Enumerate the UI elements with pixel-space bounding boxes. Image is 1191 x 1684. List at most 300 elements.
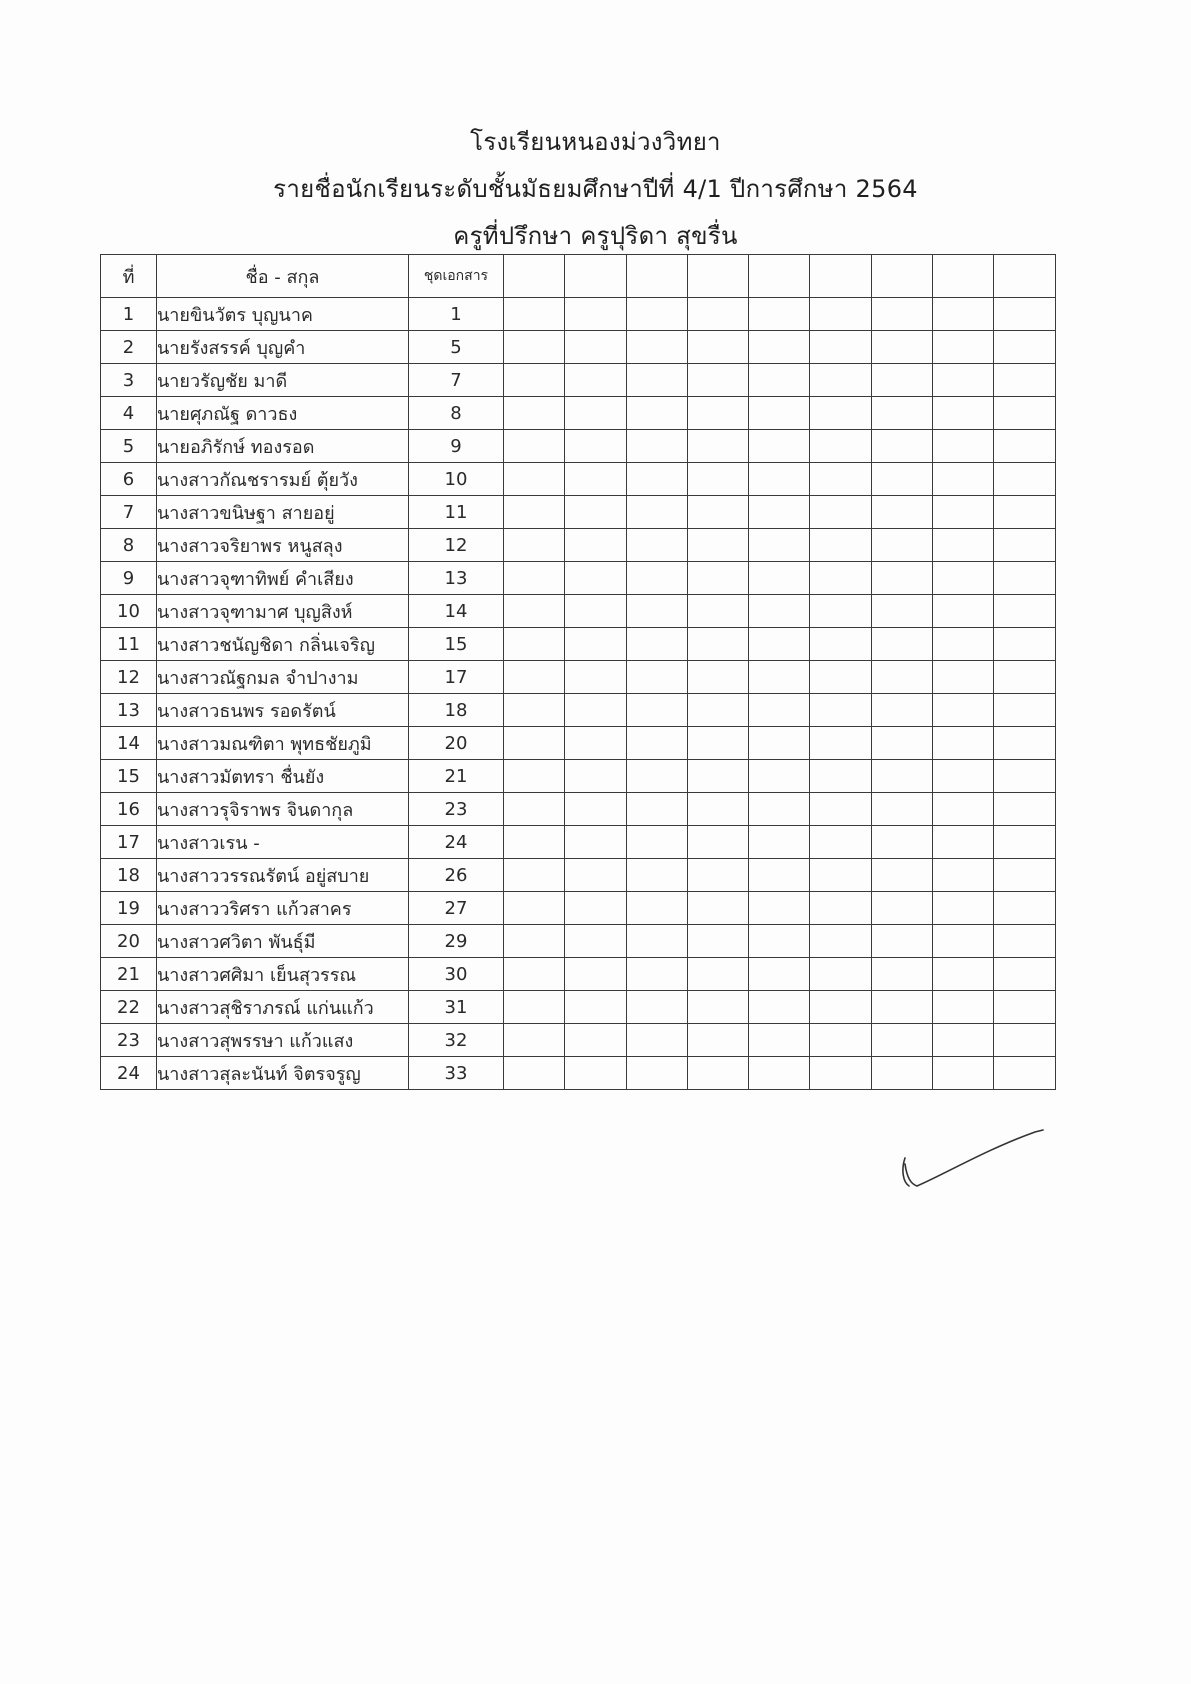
blank-cell [871, 1024, 932, 1057]
blank-column-header [626, 255, 687, 298]
blank-cell [871, 595, 932, 628]
document-set-number: 32 [409, 1024, 504, 1057]
blank-cell [565, 463, 626, 496]
blank-cell [933, 793, 994, 826]
blank-cell [565, 331, 626, 364]
blank-cell [749, 430, 810, 463]
blank-cell [626, 430, 687, 463]
student-name: นางสาวรุจิราพร จินดากุล [157, 793, 409, 826]
blank-cell [687, 958, 748, 991]
blank-cell [565, 562, 626, 595]
blank-cell [626, 925, 687, 958]
blank-cell [565, 892, 626, 925]
blank-cell [687, 1024, 748, 1057]
blank-cell [565, 529, 626, 562]
student-name: นางสาวสุชิราภรณ์ แก่นแก้ว [157, 991, 409, 1024]
table-row [101, 1057, 1056, 1090]
document-set-number: 12 [409, 529, 504, 562]
blank-cell [810, 727, 871, 760]
blank-cell [810, 661, 871, 694]
blank-cell [687, 463, 748, 496]
blank-cell [933, 463, 994, 496]
blank-cell [871, 331, 932, 364]
blank-cell [626, 1057, 687, 1090]
blank-cell [810, 892, 871, 925]
blank-cell [687, 760, 748, 793]
blank-cell [933, 298, 994, 331]
blank-cell [810, 463, 871, 496]
document-set-number: 5 [409, 331, 504, 364]
student-roster-table [100, 254, 1056, 1090]
table-row [101, 694, 1056, 727]
blank-cell [504, 463, 565, 496]
blank-cell [994, 1024, 1055, 1057]
student-name: นางสาววริศรา แก้วสาคร [157, 892, 409, 925]
table-row [101, 958, 1056, 991]
blank-cell [871, 925, 932, 958]
column-header-document-set: ชุดเอกสาร [409, 255, 504, 298]
blank-cell [933, 496, 994, 529]
blank-cell [687, 727, 748, 760]
row-number: 14 [101, 727, 157, 760]
row-number: 23 [101, 1024, 157, 1057]
column-header-name: ชื่อ - สกุล [157, 255, 409, 298]
blank-cell [994, 1057, 1055, 1090]
blank-cell [504, 892, 565, 925]
student-name: นางสาวสุละนันท์ จิตรจรูญ [157, 1057, 409, 1090]
row-number: 12 [101, 661, 157, 694]
blank-cell [504, 859, 565, 892]
row-number: 10 [101, 595, 157, 628]
row-number: 9 [101, 562, 157, 595]
table-row [101, 1024, 1056, 1057]
blank-cell [687, 793, 748, 826]
blank-cell [933, 595, 994, 628]
blank-cell [749, 397, 810, 430]
blank-column-header [933, 255, 994, 298]
blank-cell [504, 760, 565, 793]
table-row [101, 925, 1056, 958]
row-number: 16 [101, 793, 157, 826]
blank-cell [749, 694, 810, 727]
blank-cell [871, 430, 932, 463]
blank-cell [994, 925, 1055, 958]
blank-cell [626, 826, 687, 859]
student-name: นางสาวจุฑาทิพย์ คำเสียง [157, 562, 409, 595]
table-row [101, 595, 1056, 628]
blank-cell [871, 529, 932, 562]
table-body [101, 298, 1056, 1090]
student-name: นางสาวธนพร รอดรัตน์ [157, 694, 409, 727]
blank-cell [687, 661, 748, 694]
blank-column-header [871, 255, 932, 298]
blank-cell [871, 760, 932, 793]
blank-cell [810, 397, 871, 430]
blank-cell [871, 694, 932, 727]
row-number: 13 [101, 694, 157, 727]
blank-cell [626, 397, 687, 430]
blank-cell [994, 397, 1055, 430]
table-row [101, 529, 1056, 562]
document-set-number: 18 [409, 694, 504, 727]
blank-cell [504, 496, 565, 529]
blank-column-header [687, 255, 748, 298]
blank-cell [994, 298, 1055, 331]
blank-cell [933, 364, 994, 397]
document-set-number: 24 [409, 826, 504, 859]
document-set-number: 1 [409, 298, 504, 331]
blank-cell [749, 463, 810, 496]
document-set-number: 14 [409, 595, 504, 628]
student-name: นางสาวจริยาพร หนูสลุง [157, 529, 409, 562]
blank-cell [871, 562, 932, 595]
blank-cell [687, 430, 748, 463]
row-number: 6 [101, 463, 157, 496]
blank-cell [994, 892, 1055, 925]
blank-cell [871, 463, 932, 496]
blank-cell [565, 298, 626, 331]
blank-cell [565, 364, 626, 397]
blank-cell [994, 958, 1055, 991]
blank-cell [565, 991, 626, 1024]
blank-cell [626, 364, 687, 397]
blank-cell [933, 529, 994, 562]
document-set-number: 31 [409, 991, 504, 1024]
row-number: 11 [101, 628, 157, 661]
student-name: นางสาวณัฐกมล จำปางาม [157, 661, 409, 694]
row-number: 22 [101, 991, 157, 1024]
blank-cell [994, 463, 1055, 496]
blank-cell [933, 694, 994, 727]
blank-cell [504, 562, 565, 595]
blank-cell [933, 430, 994, 463]
blank-cell [994, 661, 1055, 694]
blank-cell [749, 859, 810, 892]
blank-cell [933, 562, 994, 595]
blank-cell [933, 925, 994, 958]
blank-cell [871, 826, 932, 859]
blank-column-header [749, 255, 810, 298]
blank-cell [504, 958, 565, 991]
row-number: 1 [101, 298, 157, 331]
row-number: 20 [101, 925, 157, 958]
student-name: นางสาวศศิมา เย็นสุวรรณ [157, 958, 409, 991]
blank-cell [749, 661, 810, 694]
blank-cell [749, 925, 810, 958]
blank-cell [626, 661, 687, 694]
blank-cell [749, 628, 810, 661]
blank-cell [933, 1057, 994, 1090]
blank-cell [626, 760, 687, 793]
blank-cell [565, 925, 626, 958]
document-set-number: 17 [409, 661, 504, 694]
blank-cell [687, 364, 748, 397]
blank-cell [994, 595, 1055, 628]
blank-cell [933, 1024, 994, 1057]
blank-cell [504, 925, 565, 958]
blank-cell [749, 958, 810, 991]
blank-cell [810, 991, 871, 1024]
document-set-number: 27 [409, 892, 504, 925]
blank-cell [810, 430, 871, 463]
blank-cell [749, 892, 810, 925]
blank-cell [504, 727, 565, 760]
row-number: 17 [101, 826, 157, 859]
table-row [101, 760, 1056, 793]
blank-cell [504, 1057, 565, 1090]
blank-cell [749, 727, 810, 760]
blank-cell [504, 694, 565, 727]
row-number: 15 [101, 760, 157, 793]
blank-cell [749, 298, 810, 331]
blank-cell [871, 991, 932, 1024]
blank-cell [565, 397, 626, 430]
blank-cell [504, 661, 565, 694]
blank-cell [687, 529, 748, 562]
blank-cell [810, 628, 871, 661]
blank-cell [565, 430, 626, 463]
blank-column-header [994, 255, 1055, 298]
row-number: 19 [101, 892, 157, 925]
document-set-number: 29 [409, 925, 504, 958]
student-name: นายขินวัตร บุญนาค [157, 298, 409, 331]
student-name: นางสาวจุฑามาศ บุญสิงห์ [157, 595, 409, 628]
student-name: นางสาวชนัญชิดา กลิ่นเจริญ [157, 628, 409, 661]
blank-cell [871, 793, 932, 826]
blank-cell [871, 661, 932, 694]
table-row [101, 661, 1056, 694]
blank-cell [504, 331, 565, 364]
blank-cell [687, 925, 748, 958]
blank-cell [565, 859, 626, 892]
blank-cell [749, 991, 810, 1024]
blank-cell [810, 529, 871, 562]
blank-cell [626, 859, 687, 892]
blank-cell [933, 661, 994, 694]
blank-cell [933, 760, 994, 793]
student-name: นางสาวขนิษฐา สายอยู่ [157, 496, 409, 529]
blank-cell [749, 331, 810, 364]
row-number: 3 [101, 364, 157, 397]
student-name: นายอภิรักษ์ ทองรอด [157, 430, 409, 463]
table-row [101, 892, 1056, 925]
blank-cell [687, 562, 748, 595]
student-name: นางสาวเรน - [157, 826, 409, 859]
table-row [101, 496, 1056, 529]
row-number: 24 [101, 1057, 157, 1090]
blank-cell [994, 562, 1055, 595]
document-set-number: 9 [409, 430, 504, 463]
blank-cell [994, 859, 1055, 892]
blank-cell [687, 991, 748, 1024]
blank-cell [687, 826, 748, 859]
blank-cell [810, 496, 871, 529]
blank-cell [687, 298, 748, 331]
document-set-number: 26 [409, 859, 504, 892]
document-set-number: 13 [409, 562, 504, 595]
blank-cell [626, 958, 687, 991]
blank-cell [626, 298, 687, 331]
blank-cell [871, 298, 932, 331]
blank-cell [687, 595, 748, 628]
document-subtitle: รายชื่อนักเรียนระดับชั้นมัธยมศึกษาปีที่ 4/1 ปีการศึกษา 2564 [273, 175, 918, 203]
student-name: นางสาวสุพรรษา แก้วแสง [157, 1024, 409, 1057]
blank-cell [810, 826, 871, 859]
blank-cell [994, 364, 1055, 397]
blank-cell [994, 331, 1055, 364]
student-name: นางสาววรรณรัตน์ อยู่สบาย [157, 859, 409, 892]
school-name: โรงเรียนหนองม่วงวิทยา [470, 128, 721, 156]
blank-cell [687, 331, 748, 364]
blank-cell [626, 529, 687, 562]
blank-cell [504, 1024, 565, 1057]
blank-cell [626, 991, 687, 1024]
blank-cell [504, 397, 565, 430]
blank-cell [565, 1057, 626, 1090]
blank-cell [565, 595, 626, 628]
blank-cell [933, 331, 994, 364]
blank-cell [504, 529, 565, 562]
blank-cell [871, 628, 932, 661]
blank-cell [994, 991, 1055, 1024]
blank-column-header [810, 255, 871, 298]
blank-cell [626, 595, 687, 628]
blank-cell [565, 958, 626, 991]
signature-mark [895, 1120, 1045, 1205]
blank-cell [994, 628, 1055, 661]
blank-cell [687, 496, 748, 529]
blank-cell [810, 1024, 871, 1057]
blank-cell [871, 892, 932, 925]
blank-cell [687, 694, 748, 727]
blank-cell [871, 496, 932, 529]
blank-cell [687, 1057, 748, 1090]
blank-cell [504, 298, 565, 331]
row-number: 7 [101, 496, 157, 529]
blank-cell [749, 760, 810, 793]
blank-cell [565, 628, 626, 661]
blank-cell [504, 793, 565, 826]
blank-cell [810, 958, 871, 991]
blank-cell [687, 397, 748, 430]
table-row [101, 298, 1056, 331]
blank-cell [504, 364, 565, 397]
blank-cell [994, 793, 1055, 826]
student-name: นางสาวกัณชรารมย์ ตุ้ยวัง [157, 463, 409, 496]
document-set-number: 7 [409, 364, 504, 397]
blank-cell [933, 991, 994, 1024]
table-row [101, 628, 1056, 661]
blank-cell [810, 364, 871, 397]
student-name: นายวรัญชัย มาดี [157, 364, 409, 397]
document-set-number: 8 [409, 397, 504, 430]
document-set-number: 11 [409, 496, 504, 529]
blank-cell [626, 331, 687, 364]
blank-cell [687, 892, 748, 925]
blank-cell [933, 826, 994, 859]
blank-cell [933, 892, 994, 925]
blank-cell [810, 562, 871, 595]
blank-cell [504, 628, 565, 661]
row-number: 18 [101, 859, 157, 892]
table-row [101, 364, 1056, 397]
blank-cell [871, 397, 932, 430]
student-name: นางสาวมณฑิตา พุทธชัยภูมิ [157, 727, 409, 760]
row-number: 2 [101, 331, 157, 364]
blank-cell [626, 562, 687, 595]
blank-cell [749, 496, 810, 529]
blank-cell [933, 958, 994, 991]
student-name: นายรังสรรค์ บุญคำ [157, 331, 409, 364]
blank-cell [626, 496, 687, 529]
blank-cell [504, 826, 565, 859]
blank-cell [871, 364, 932, 397]
student-name: นายศุภณัฐ ดาวธง [157, 397, 409, 430]
advisor-line: ครูที่ปรึกษา ครูปุริดา สุขรื่น [453, 222, 738, 250]
blank-cell [871, 958, 932, 991]
blank-cell [871, 727, 932, 760]
student-name: นางสาวศวิตา พันธุ์มี [157, 925, 409, 958]
blank-cell [749, 595, 810, 628]
table-row [101, 331, 1056, 364]
document-set-number: 10 [409, 463, 504, 496]
document-set-number: 21 [409, 760, 504, 793]
blank-cell [565, 727, 626, 760]
column-header-number: ที่ [101, 255, 157, 298]
blank-cell [994, 430, 1055, 463]
blank-cell [810, 859, 871, 892]
blank-cell [626, 1024, 687, 1057]
blank-cell [933, 727, 994, 760]
document-set-number: 33 [409, 1057, 504, 1090]
blank-cell [749, 793, 810, 826]
row-number: 21 [101, 958, 157, 991]
blank-cell [687, 859, 748, 892]
table-row [101, 727, 1056, 760]
blank-cell [810, 925, 871, 958]
blank-cell [504, 595, 565, 628]
blank-cell [810, 694, 871, 727]
blank-cell [565, 793, 626, 826]
row-number: 5 [101, 430, 157, 463]
blank-cell [626, 694, 687, 727]
blank-cell [749, 364, 810, 397]
blank-cell [810, 595, 871, 628]
blank-column-header [504, 255, 565, 298]
blank-cell [626, 793, 687, 826]
table-header-row [101, 255, 1056, 298]
blank-cell [994, 826, 1055, 859]
blank-cell [687, 628, 748, 661]
blank-cell [565, 694, 626, 727]
blank-cell [565, 760, 626, 793]
blank-cell [749, 562, 810, 595]
blank-cell [626, 892, 687, 925]
blank-cell [810, 760, 871, 793]
row-number: 4 [101, 397, 157, 430]
blank-cell [565, 661, 626, 694]
blank-cell [871, 859, 932, 892]
blank-cell [994, 694, 1055, 727]
table-row [101, 826, 1056, 859]
blank-column-header [565, 255, 626, 298]
blank-cell [933, 397, 994, 430]
blank-cell [749, 1024, 810, 1057]
document-set-number: 30 [409, 958, 504, 991]
document-set-number: 15 [409, 628, 504, 661]
blank-cell [994, 496, 1055, 529]
blank-cell [504, 991, 565, 1024]
